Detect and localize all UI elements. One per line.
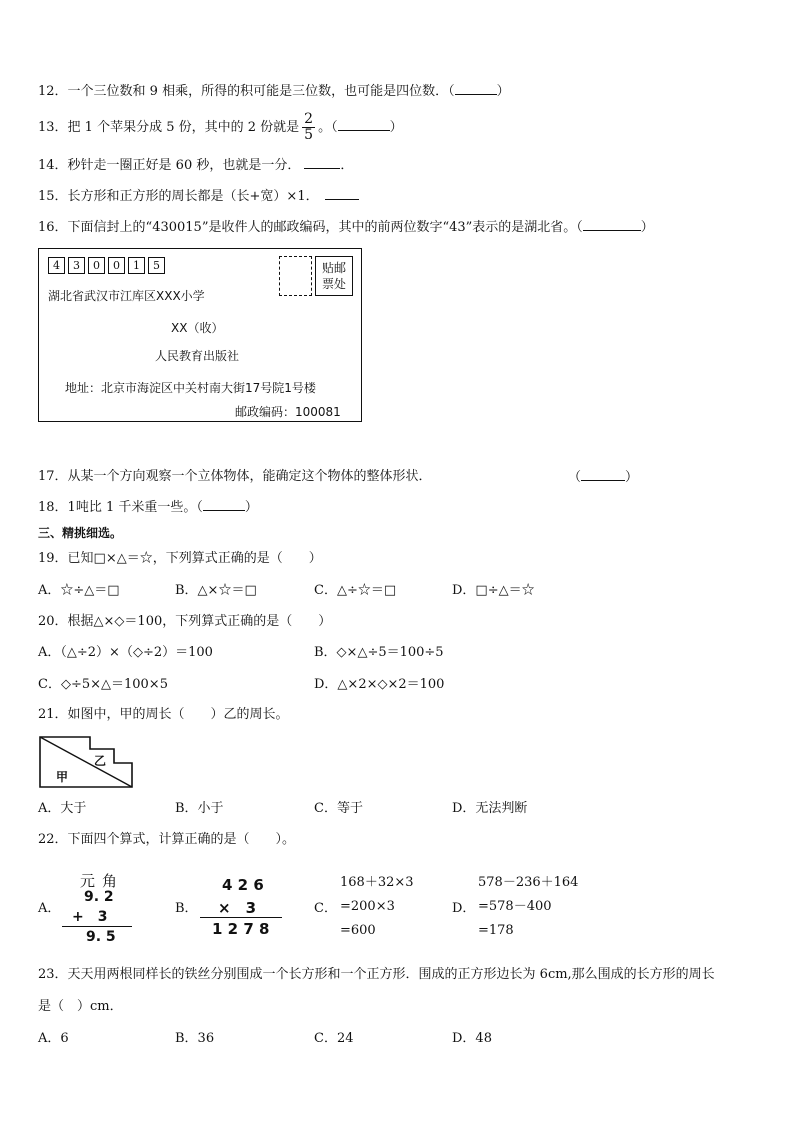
question-23: 23．天天用两根同样长的铁丝分别围成一个长方形和一个正方形．围成的正方形边长为 6cm,那么围成的长方形的周长	[38, 967, 715, 982]
recipient-name: XX（收）	[171, 321, 224, 335]
sender-zip: 邮政编码：100081	[235, 405, 341, 419]
option-d-label[interactable]: D．	[452, 901, 476, 916]
perimeter-figure	[38, 735, 134, 789]
zip-code-boxes	[48, 257, 168, 274]
answer-blank[interactable]	[581, 468, 625, 481]
question-16: 16．下面信封上的“430015”是收件人的邮政编码，其中的前两位数字“43”表示的是湖北省。（ ）	[38, 220, 654, 235]
zip-digit: 3	[68, 257, 85, 274]
answer-blank[interactable]	[304, 156, 340, 169]
question-17	[38, 468, 432, 486]
question-14: 14．秒针走一圈正好是 60 秒，也就是一分． ．	[38, 158, 354, 173]
multiplicand: 4 2 6	[222, 876, 264, 894]
question-text: 17．从某一个方向观察一个立体物体，能确定这个物体的整体形状．	[38, 469, 432, 484]
fraction: $\frac{2}{5}$	[304, 111, 314, 143]
option-d[interactable]: D．□÷△＝☆	[452, 583, 535, 598]
zip-digit: 0	[108, 257, 125, 274]
question-12: 12．一个三位数和 9 相乘，所得的积可能是三位数，也可能是四位数．（ ）	[38, 84, 510, 99]
option-d[interactable]: D．无法判断	[452, 801, 528, 816]
question-text: 15．长方形和正方形的周长都是（长+宽）×1．	[38, 189, 319, 204]
envelope-figure	[38, 248, 362, 422]
question-20: 20．根据△×◇＝100，下列算式正确的是（ ）	[38, 614, 332, 629]
zip-digit: 0	[88, 257, 105, 274]
question-18: 18．1吨比 1 千米重一些。（ ）	[38, 500, 258, 515]
option-b-label[interactable]: B．	[175, 901, 198, 916]
addend-bottom: + 3	[72, 909, 108, 925]
multiplier: × 3	[218, 899, 257, 917]
question-19: 19．已知□×△＝☆，下列算式正确的是（ ）	[38, 551, 322, 566]
option-a[interactable]: A．☆÷△＝□	[38, 583, 120, 598]
sender-name: 人民教育出版社	[155, 349, 240, 363]
option-c[interactable]: C．◇÷5×△＝100×5	[38, 677, 168, 692]
option-b[interactable]: B．小于	[175, 801, 224, 816]
sum-result: 9. 5	[86, 929, 116, 945]
option-c-label[interactable]: C．	[314, 901, 337, 916]
calc-line-1: 168＋32×3	[340, 875, 414, 890]
unit-jiao: 角	[102, 872, 118, 890]
recipient-address: 湖北省武汉市江库区XXX小学	[48, 289, 205, 303]
option-b[interactable]: B．◇×△÷5＝100÷5	[314, 645, 444, 660]
zip-digit: 5	[148, 257, 165, 274]
region-yi-label: 乙	[94, 754, 107, 768]
answer-blank[interactable]	[583, 218, 641, 231]
option-d[interactable]: D．48	[452, 1031, 492, 1046]
option-a-label[interactable]: A．	[38, 901, 61, 916]
question-text: 16．下面信封上的“430015”是收件人的邮政编码，其中的前两位数字“43”表示的是湖北省。（	[38, 220, 583, 235]
question-text: 12．一个三位数和 9 相乘，所得的积可能是三位数，也可能是四位数．（	[38, 84, 455, 99]
option-d[interactable]: D．△×2×◇×2＝100	[314, 677, 445, 692]
diagonal-line	[40, 737, 132, 787]
stamp-box: 贴邮 票处	[315, 256, 353, 296]
product-line	[200, 917, 282, 918]
question-text: 13．把 1 个苹果分成 5 份，其中的 2 份就是	[38, 120, 300, 135]
question-21: 21．如图中，甲的周长（ ）乙的周长。	[38, 707, 289, 722]
option-a[interactable]: A．大于	[38, 801, 87, 816]
calc-line-2: =200×3	[340, 899, 395, 914]
option-c[interactable]: C．等于	[314, 801, 363, 816]
zip-digit: 1	[128, 257, 145, 274]
option-b[interactable]: B．△×☆＝□	[175, 583, 257, 598]
question-text: 18．1吨比 1 千米重一些。（	[38, 500, 203, 515]
region-jia-label: 甲	[56, 770, 69, 784]
calc-line-3: =178	[478, 923, 514, 938]
question-13: 13．把 1 个苹果分成 5 份，其中的 2 份就是 $\frac{2}{5}$ 。（ ）	[38, 111, 403, 143]
option-a[interactable]: A．（△÷2）×（◇÷2）＝100	[38, 645, 213, 660]
answer-blank[interactable]	[325, 187, 359, 200]
option-b[interactable]: B．36	[175, 1031, 215, 1046]
section-heading: 三、精挑细选。	[38, 526, 123, 540]
calc-line-3: =600	[340, 923, 376, 938]
option-c[interactable]: C．△÷☆＝□	[314, 583, 397, 598]
question-22: 22．下面四个算式，计算正确的是（ ）。	[38, 832, 296, 847]
question-15	[38, 187, 359, 206]
calc-line-2: =578－400	[478, 899, 552, 914]
zip-digit: 4	[48, 257, 65, 274]
question-23-cont: 是（ ）cm．	[38, 999, 123, 1014]
question-text: 14．秒针走一圈正好是 60 秒，也就是一分．	[38, 158, 301, 173]
calc-line-1: 578－236＋164	[478, 875, 579, 890]
answer-blank[interactable]	[203, 498, 245, 511]
option-c[interactable]: C．24	[314, 1031, 354, 1046]
answer-blank[interactable]	[455, 82, 497, 95]
sender-address: 地址：北京市海淀区中关村南大街17号院1号楼	[65, 381, 316, 395]
sum-line	[62, 926, 132, 927]
addend-top: 9. 2	[84, 889, 114, 905]
answer-blank[interactable]	[338, 118, 390, 131]
option-a[interactable]: A．6	[38, 1031, 69, 1046]
stamp-placeholder	[279, 256, 312, 296]
question-17-answer: （ ）	[568, 470, 639, 485]
unit-yuan: 元	[80, 872, 96, 890]
product-result: 1 2 7 8	[212, 920, 270, 938]
